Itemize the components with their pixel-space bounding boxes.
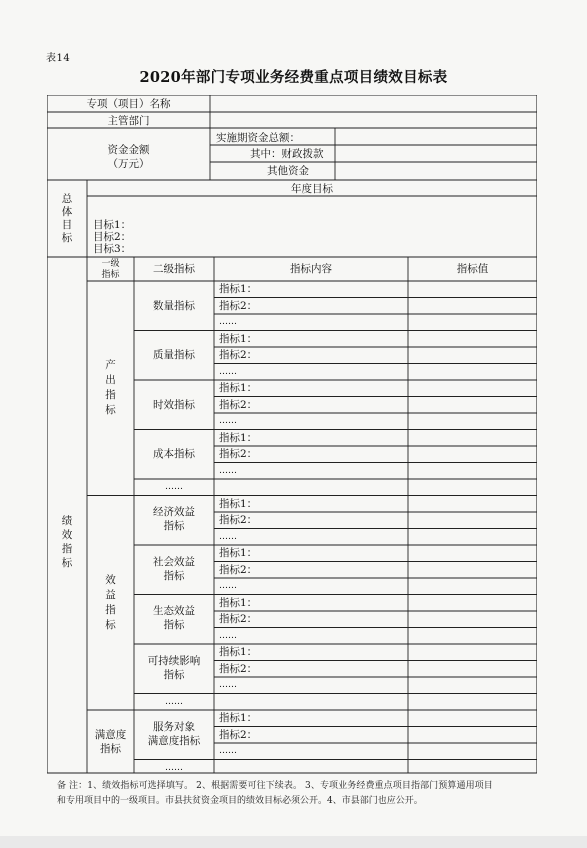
- satisfaction-indicator-more: ……: [165, 762, 183, 773]
- output-indicator-group-3-item-3: ……: [219, 416, 237, 426]
- overall-target-label-char: 体: [61, 206, 73, 218]
- overall-target-label-char: 目: [61, 219, 73, 231]
- footnote-line-1: 备 注：1、绩效指标可选择填写。 2、根据需要可往下续表。 3、专项业务经费重点项目指部门预算通用项目: [57, 781, 493, 791]
- total-fund-label: 实施期资金总额：: [216, 132, 300, 144]
- overall-target-3: 目标3：: [93, 243, 132, 255]
- benefit-indicator-group-2-name-2: 指标: [163, 569, 185, 582]
- benefit-indicator-group-1-name-2: 指标: [163, 520, 185, 533]
- col-level1-header-1: 一级: [101, 259, 120, 269]
- benefit-indicator-group-4-item-3: ……: [219, 680, 237, 690]
- output-indicator-label: [104, 358, 118, 418]
- output-indicator-group-2-item-3: ……: [219, 366, 237, 377]
- benefit-indicator-group-3-item-1: 指标1：: [219, 596, 258, 609]
- col-value-header: 指标值: [456, 263, 489, 275]
- benefit-indicator-label: [104, 573, 118, 633]
- benefit-indicator-group-4-item-1: 指标1：: [219, 646, 258, 658]
- benefit-indicator-group-1-name-1: 经济效益: [153, 506, 195, 519]
- output-indicator-more: ……: [165, 482, 183, 492]
- output-indicator-group-4-name: 成本指标: [153, 448, 195, 461]
- output-indicator-group-1-item-2: 指标2：: [219, 299, 258, 312]
- performance-indicator-label-char: 指: [61, 543, 73, 555]
- output-indicator-label-char: 产: [105, 359, 116, 372]
- document-title: 2020年部门专项业务经费重点项目绩效目标表: [139, 69, 448, 86]
- benefit-indicator-group-3-name-1: 生态效益: [153, 605, 195, 618]
- table-number: 表14: [46, 53, 71, 64]
- overall-target-2: 目标2：: [93, 231, 132, 243]
- output-indicator-group-3-name: 时效指标: [153, 398, 195, 411]
- footnote-line-2: 和专用项目中的一级项目。市县扶贫资金项目的绩效目标必须公开。4、市县部门也应公开。: [57, 795, 423, 806]
- benefit-indicator-group-2-item-3: ……: [219, 581, 237, 591]
- benefit-indicator-group-2-item-2: 指标2：: [219, 563, 258, 576]
- col-content-header: 指标内容: [290, 263, 332, 275]
- benefit-indicator-label-char: 指: [105, 603, 116, 616]
- benefit-indicator-group-2-name-1: 社会效益: [153, 555, 195, 568]
- col-level2-header: 二级指标: [153, 263, 195, 275]
- benefit-indicator-group-1-item-1: 指标1：: [219, 497, 258, 510]
- output-indicator-group-4-item-3: ……: [219, 465, 237, 476]
- satisfaction-indicator-group-1-name-1: 服务对象: [153, 720, 195, 733]
- overall-target-label-char: 总: [61, 193, 73, 205]
- annual-target-header: 年度目标: [291, 183, 333, 195]
- benefit-indicator-label-char: 效: [105, 573, 116, 586]
- output-indicator-group-1-name: 数量指标: [153, 299, 195, 312]
- satisfaction-indicator-group-1-item-2: 指标2：: [219, 728, 258, 741]
- satisfaction-indicator-group-1-item-3: ……: [219, 746, 237, 756]
- overall-target-1: 目标1：: [93, 219, 132, 231]
- performance-indicator-label-char: 绩: [61, 515, 73, 527]
- benefit-indicator-group-3-name-2: 指标: [163, 619, 185, 632]
- benefit-indicator-more: ……: [165, 696, 183, 707]
- output-indicator-label-char: 出: [105, 374, 116, 387]
- satisfaction-indicator-group-1-item-1: 指标1：: [219, 712, 258, 724]
- satisfaction-indicator-group-1-name-2: 满意度指标: [147, 734, 201, 747]
- benefit-indicator-group-3-item-3: ……: [219, 630, 237, 641]
- output-indicator-group-3-item-1: 指标1：: [219, 382, 258, 394]
- project-name-label: 专项（项目）名称: [86, 98, 171, 110]
- other-fund-label: 其他资金: [267, 165, 309, 177]
- satisfaction-indicator-label-1: 满意度: [94, 729, 127, 741]
- benefit-indicator-group-3-item-2: 指标2：: [219, 613, 258, 625]
- benefit-indicator-group-4-name-1: 可持续影响: [147, 654, 201, 667]
- output-indicator-group-4-item-1: 指标1：: [219, 431, 258, 444]
- fund-amount-label: 资金金额: [107, 144, 150, 156]
- benefit-indicator-label-char: 标: [105, 618, 116, 631]
- performance-target-form: [47, 95, 537, 775]
- output-indicator-group-1-item-3: ……: [219, 317, 237, 327]
- benefit-indicator-label-char: 益: [105, 588, 116, 601]
- fund-unit-label: （万元）: [107, 158, 150, 170]
- satisfaction-indicator-label-2: 指标: [100, 743, 121, 755]
- output-indicator-group-4-item-2: 指标2：: [219, 448, 258, 460]
- overall-target-label-char: 标: [61, 232, 73, 244]
- footnote: [57, 779, 537, 808]
- output-indicator-label-char: 指: [105, 389, 116, 402]
- output-indicator-label-char: 标: [105, 404, 116, 417]
- benefit-indicator-group-1-item-3: ……: [219, 531, 237, 542]
- output-indicator-group-3-item-2: 指标2：: [219, 398, 258, 411]
- performance-indicator-label-char: 效: [61, 529, 73, 541]
- department-label: 主管部门: [107, 115, 150, 127]
- output-indicator-group-2-name: 质量指标: [153, 349, 195, 362]
- fiscal-fund-label: 其中：财政拨款: [250, 148, 324, 160]
- col-level1-header-2: 指标: [101, 270, 120, 280]
- performance-indicator-label-char: 标: [61, 557, 73, 569]
- benefit-indicator-group-4-name-2: 指标: [163, 668, 185, 681]
- performance-indicator-label: [60, 514, 74, 570]
- form-grid-lines: [47, 95, 537, 775]
- benefit-indicator-group-1-item-2: 指标2：: [219, 514, 258, 526]
- benefit-indicator-group-2-item-1: 指标1：: [219, 547, 258, 559]
- benefit-indicator-group-4-item-2: 指标2：: [219, 662, 258, 675]
- output-indicator-group-1-item-1: 指标1：: [219, 283, 258, 295]
- output-indicator-group-2-item-2: 指标2：: [219, 349, 258, 361]
- output-indicator-group-2-item-1: 指标1：: [219, 332, 258, 345]
- overall-target-label: [60, 193, 74, 245]
